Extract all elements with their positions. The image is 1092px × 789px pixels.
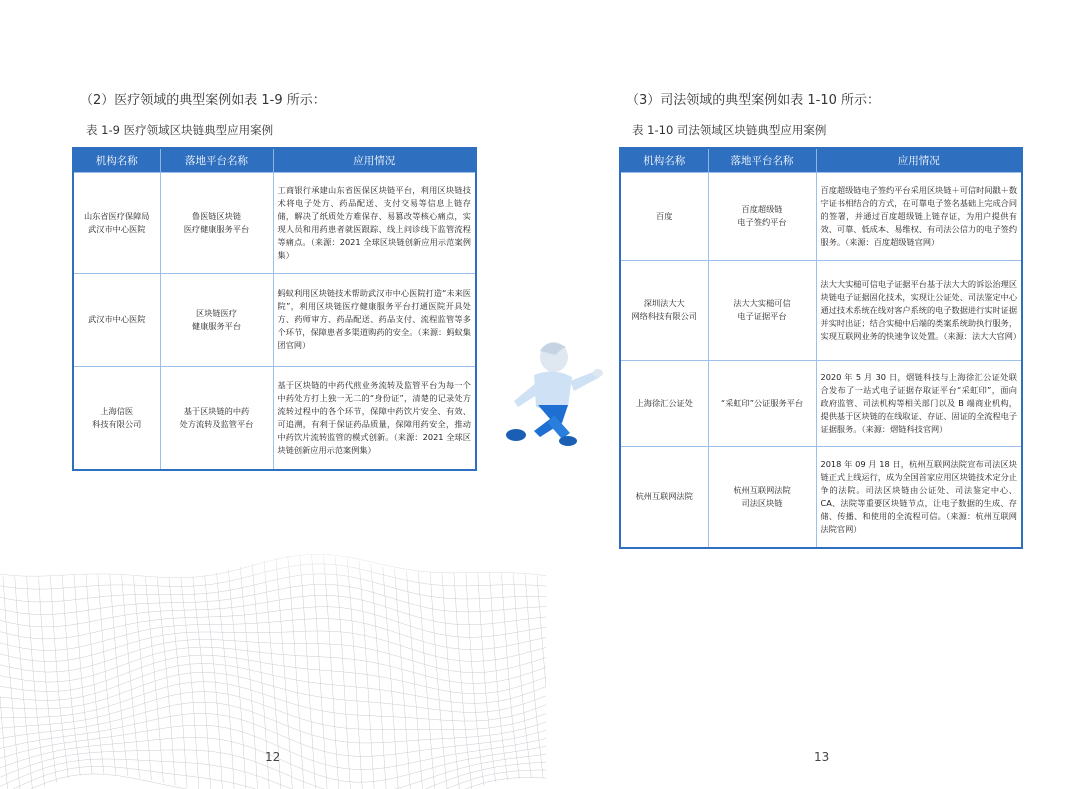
org-cell: 上海徐汇公证处 — [620, 360, 708, 446]
table-row — [73, 366, 476, 470]
table-header-row — [620, 148, 1022, 172]
platform-cell: 鲁医链区块链 医疗健康服务平台 — [160, 172, 273, 273]
platform-cell: 百度超级链 电子签约平台 — [708, 172, 816, 260]
usage-cell: 基于区块链的中药代煎业务流转及监管平台为每一个中药处方打上独一无二的“身份证”，清楚的记录处方流转过程中的各个环节，保障中药饮片安全、有效、可追溯，有利于保证药品质量，保障用药安全，推动中药饮片流转监管的模式创新。（来源：2021 全球区块链创新应用示范案例集） — [273, 366, 476, 470]
org-cell: 百度 — [620, 172, 708, 260]
table-row — [620, 446, 1022, 548]
table-row — [620, 260, 1022, 360]
judicial-cases-table — [619, 147, 1023, 549]
platform-cell: 法大大实槌可信 电子证据平台 — [708, 260, 816, 360]
column-header-usage: 应用情况 — [273, 148, 476, 172]
org-cell: 上海信医 科技有限公司 — [73, 366, 160, 470]
page-number: 12 — [265, 750, 281, 764]
usage-cell: 百度超级链电子签约平台采用区块链＋可信时间戳＋数字证书相结合的方式，在可靠电子签名基础上完成合同的签署，并通过百度超级链上链存证，为用户提供有效、可靠、低成本、易维权、有司法公信力的电子签约服务。（来源：百度超级链官网） — [816, 172, 1022, 260]
platform-cell: 杭州互联网法院 司法区块链 — [708, 446, 816, 548]
usage-cell: 2020 年 5 月 30 日，熠链科技与上海徐汇公证处联合发布了一站式电子证据存取证平台“采虹印”，面向政府监管、司法机构等相关部门以及 B 端商业机构，提供基于区块链的在线取证、存证、固证的全流程电子证据服务。（来源：熠链科技官网） — [816, 360, 1022, 446]
right-page — [546, 0, 1092, 789]
page-number: 13 — [814, 750, 830, 764]
usage-cell: 2018 年 09 月 18 日，杭州互联网法院宣布司法区块链正式上线运行，成为全国首家应用区块链技术定分止争的法院。司法区块链由公证处、司法鉴定中心、CA、法院等重要区块链节点，让电子数据的生成、存储、传播、和使用的全流程可信。（来源：杭州互联网法院官网） — [816, 446, 1022, 548]
platform-cell: 基于区块链的中药 处方流转及监管平台 — [160, 366, 273, 470]
medical-cases-table — [72, 147, 477, 471]
column-header-org: 机构名称 — [73, 148, 160, 172]
usage-cell: 工商银行承建山东省医保区块链平台，利用区块链技术将电子处方、药品配送、支付交易等信息上链存储，解决了纸质处方难保存、易篡改等核心痛点，实现人员和用药患者就医跟踪、线上问诊线下监管流程等痛点。（来源：2021 全球区块链创新应用示范案例集） — [273, 172, 476, 273]
section-heading: （2）医疗领域的典型案例如表 1-9 所示： — [80, 93, 326, 108]
platform-cell: 区块链医疗 健康服务平台 — [160, 273, 273, 366]
org-cell: 武汉市中心医院 — [73, 273, 160, 366]
table-caption: 表 1-10 司法领域区块链典型应用案例 — [632, 123, 827, 137]
column-header-usage: 应用情况 — [816, 148, 1022, 172]
platform-cell: “采虹印”公证服务平台 — [708, 360, 816, 446]
table-row — [620, 360, 1022, 446]
section-heading: （3）司法领域的典型案例如表 1-10 所示： — [626, 93, 881, 108]
usage-cell: 蚂蚁利用区块链技术帮助武汉市中心医院打造“未来医院”，利用区块链医疗健康服务平台打通医院开具处方、药师审方、药品配送、药品支付、流程监管等多个环节，保障患者多渠道购药的安全。（来源：蚂蚁集团官网） — [273, 273, 476, 366]
column-header-org: 机构名称 — [620, 148, 708, 172]
table-row — [73, 273, 476, 366]
org-cell: 杭州互联网法院 — [620, 446, 708, 548]
column-header-platform: 落地平台名称 — [160, 148, 273, 172]
column-header-platform: 落地平台名称 — [708, 148, 816, 172]
table-row — [73, 172, 476, 273]
table-row — [620, 172, 1022, 260]
usage-cell: 法大大实槌可信电子证据平台基于法大大的诉讼治理区块链电子证据固化技术，实现让公证处、司法鉴定中心通过技术系统在线对客户系统的电子数据进行实时证据并实时出证；结合实槌中后端的类案系统助执行服务，实现互联网业务的快速争议处置。（来源：法大大官网） — [816, 260, 1022, 360]
org-cell: 山东省医疗保障局 武汉市中心医院 — [73, 172, 160, 273]
table-caption: 表 1-9 医疗领域区块链典型应用案例 — [86, 123, 274, 137]
running-figure-illustration — [494, 335, 606, 453]
org-cell: 深圳法大大 网络科技有限公司 — [620, 260, 708, 360]
table-header-row — [73, 148, 476, 172]
